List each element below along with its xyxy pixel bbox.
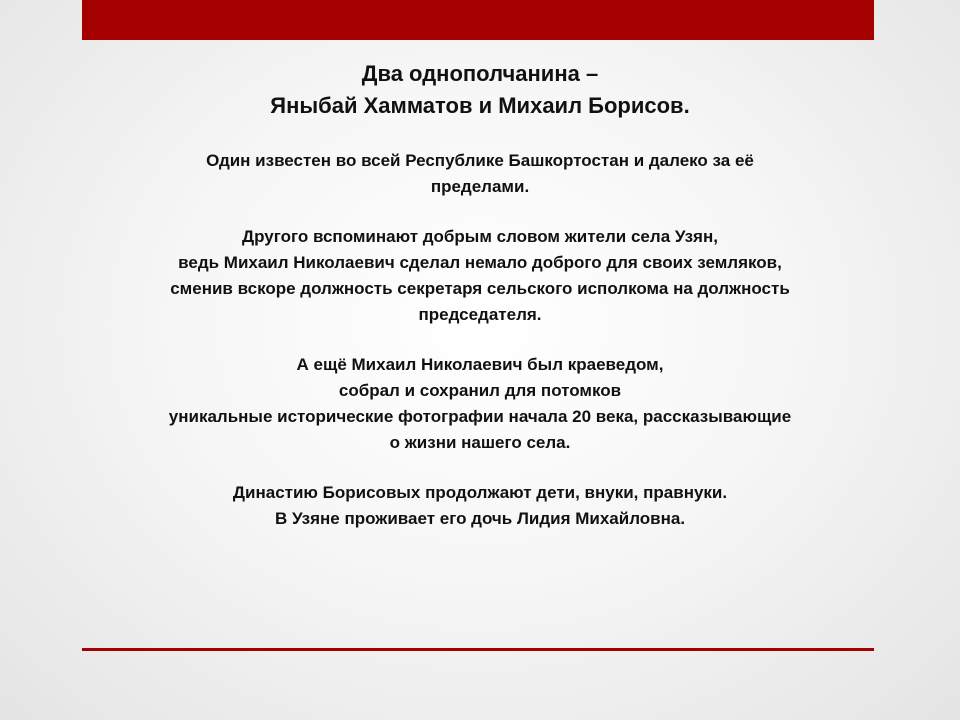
- text-line: о жизни нашего села.: [389, 433, 571, 452]
- text-line: ведь Михаил Николаевич сделал немало доброго для своих земляков,: [178, 253, 782, 272]
- spacer: [70, 200, 890, 224]
- text-line: собрал и сохранил для потомков: [338, 381, 622, 400]
- text-line: Династию Борисовых продолжают дети, внуки, правнуки.: [232, 483, 728, 502]
- paragraph-memory: [70, 224, 890, 328]
- text-line: уникальные исторические фотографии начала 20 века, рассказывающие: [168, 407, 792, 426]
- spacer: [70, 122, 890, 148]
- slide-content: [70, 58, 890, 532]
- title-line: Яныбай Хамматов и Михаил Борисов.: [270, 93, 690, 118]
- paragraph-fame: [70, 148, 890, 200]
- spacer: [70, 328, 890, 352]
- text-line: сменив вскоре должность секретаря сельского исполкома на должность: [170, 279, 790, 298]
- footer-divider-line: [82, 648, 874, 651]
- text-line: Один известен во всей Республике Башкортостан и далеко за её: [206, 151, 754, 170]
- header-accent-bar: [82, 0, 874, 40]
- title-line: Два однополчанина –: [361, 61, 599, 86]
- slide-title: [70, 58, 890, 122]
- text-line: председателя.: [418, 305, 542, 324]
- paragraph-local-historian: [70, 352, 890, 456]
- text-line: Другого вспоминают добрым словом жители села Узян,: [242, 227, 718, 246]
- spacer: [70, 456, 890, 480]
- paragraph-dynasty: [70, 480, 890, 532]
- text-line: В Узяне проживает его дочь Лидия Михайловна.: [274, 509, 686, 528]
- text-line: А ещё Михаил Николаевич был краеведом,: [296, 355, 664, 374]
- text-line: пределами.: [430, 177, 530, 196]
